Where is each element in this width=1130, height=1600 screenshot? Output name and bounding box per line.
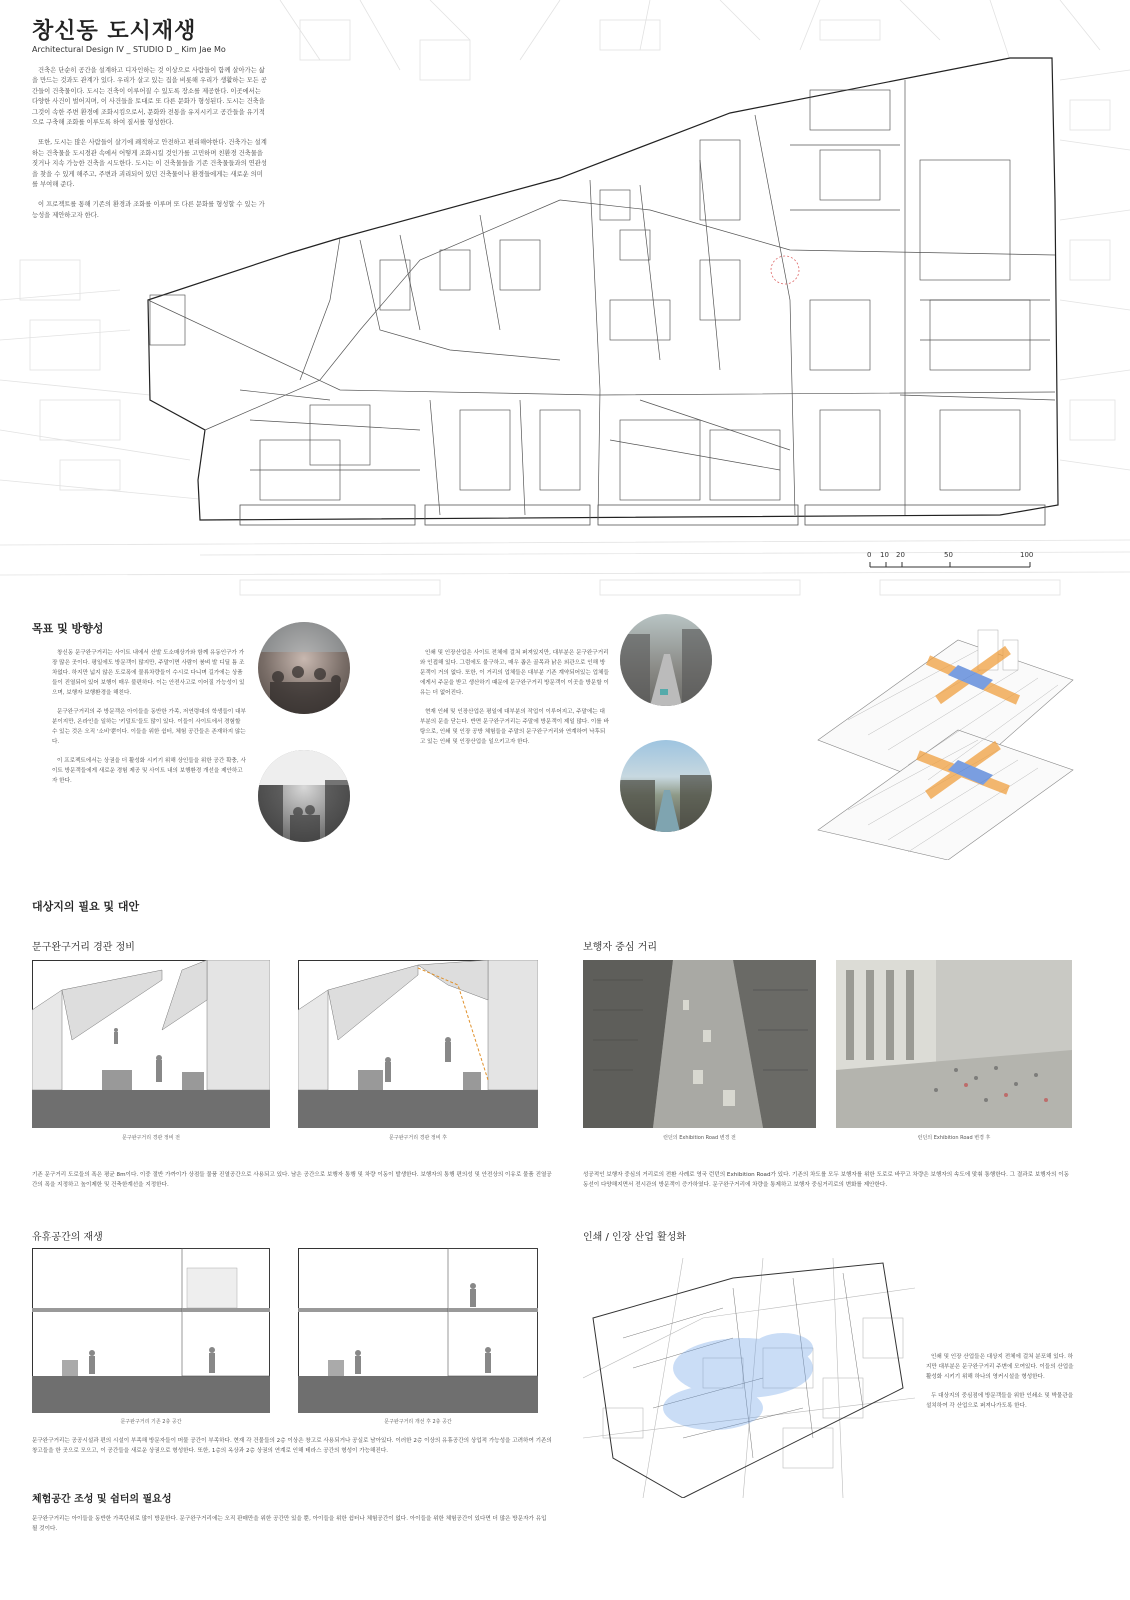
page-title: 창신동 도시재생 [32, 19, 197, 44]
idle-space-caption-before: 문구완구거리 기존 2층 공간 [120, 1419, 182, 1425]
printing-industry-map [583, 1258, 915, 1498]
market-photo-2 [258, 750, 350, 842]
streetscape-text: 기존 문구거리 도로들의 폭은 평균 8m이다. 이중 절반 가까이가 상점들 물품 진열공간으로 사용되고 있다. 남은 공간으로 보행자 통행 및 차량 이동이 발생한다. 보행자의 통행 편의성 및 안전상의 이유로 물품 진열공간의 폭을 지정하고 높이제한 및 건축한계선을 지정한다. [32, 1172, 552, 1188]
idle-space-after-section [298, 1248, 538, 1413]
intro-paragraph: 이 프로젝트를 통해 기존의 환경과 조화를 이루며 또 다른 문화를 형성할 수 있는 가능성을 제안하고자 한다. [32, 201, 265, 219]
alley-photo-2 [620, 740, 712, 832]
market-photo-1 [258, 622, 350, 714]
scale-label: 100 [1020, 551, 1034, 559]
printing-paragraph: 두 대상지의 중심점에 방문객들을 위한 인쇄소 및 박물관을 설치하여 각 산업으로 퍼져나가도록 한다. [926, 1393, 1074, 1409]
streetscape-title: 문구완구거리 경관 정비 [32, 942, 135, 953]
goals-paragraph: 현재 인쇄 및 인장산업은 평일에 대부분의 작업이 이루어지고, 주말에는 대부분의 문을 닫는다. 반면 문구완구거리는 주말에 방문객이 제일 많다. 이를 바탕으로, 인쇄 및 인장 공방 체험들을 주말의 문구완구거리와 연계하여 낙후되고 있는 인쇄 및 인장산업을 일으키고자 한다. [420, 709, 609, 745]
streetscape-after-section [298, 960, 538, 1128]
goals-paragraph: 문구완구거리의 주 방문객은 아이들을 동반한 가족, 저연령대의 학생들이 대부분이지만, 온라인을 일하는 '키덜트'들도 많이 있다. 이들이 사이트에서 경험할 수 있는 것은 오직 '소비'뿐이다. 이들을 위한 쉼터, 체험 공간들은 존재하지 않는다. [52, 709, 246, 745]
scale-label: 0 [867, 551, 872, 559]
intro-paragraph: 또한, 도시는 많은 사람들이 살기에 쾌적하고 안전하고 편리해야한다. 건축가는 설계하는 건축물을 도시경관 속에서 어떻게 조화시킬 것인가를 고민하며 친환경 건축물을 짓거나 지속 가능한 건축을 시도한다. 도시는 이 건축물들을 기존 건축물들과의 연관성을 찾을 수 있게 해주고, 주변과 괴리되어 있던 건축물이나 환경들에게는 새로운 의미를 부여해 준다. [32, 139, 267, 189]
experience-text: 문구완구거리는 아이들을 동반한 가족단위로 많이 방문한다. 문구완구거리에는 오직 판매만을 위한 공간만 있을 뿐, 아이들을 위한 쉼터나 체험공간이 없다. 아이들을 위한 체험공간이 있다면 더 많은 방문자가 유입 될 것이다. [32, 1516, 547, 1532]
scale-label: 50 [944, 551, 953, 559]
idle-space-title: 유휴공간의 재생 [32, 1232, 103, 1243]
idle-space-text: 문구완구거리는 공공시설과 편의 시설이 부족해 방문자들이 머물 공간이 부족하다. 현재 각 건물들의 2층 이상은 창고로 사용되거나 공실로 남아있다. 이러한 2층 이상의 유휴공간의 상업적 가능성을 고려하여 기존의 창고들을 한 곳으로 모으고, 이 공간들을 새로운 상권으로 형성한다. 또한, 1층의 옥상과 2층 상권의 연계로 인해 테라스 공간의 형성이 가능해진다. [32, 1438, 552, 1454]
goals-heading: 목표 및 방향성 [32, 622, 104, 635]
pedestrian-text: 성공적인 보행자 중심의 거리로의 전환 사례로 영국 런던의 Exhibition Road가 있다. 기존의 차도를 모두 보행자를 위한 도로로 바꾸고 차량은 보행자의 속도에 맞춰 통행한다. 그 결과로 보행자의 이동동선이 다양해지면서 전시관의 방문객이 증가하였다. 문구완구거리에 차량을 통제하고 보행자 중심거리로의 변화를 제안한다. [583, 1172, 1070, 1188]
goals-paragraph: 인쇄 및 인장산업은 사이트 전체에 걸쳐 퍼져있지만, 대부분은 문구완구거리와 인접해 있다. 그럼에도 불구하고, 매우 좁은 골목과 낡은 외관으로 인해 방문객이 거의 없다. 또한, 이 거리의 업체들은 대부분 기존 계약되어있는 업체들에게서 주문을 받고 생산하기 때문에 문구완구거리 방문객이 이곳을 방문할 이유는 더 없어진다. [420, 650, 609, 696]
goals-left-text [52, 648, 247, 795]
exhibition-road-before-photo [583, 960, 816, 1128]
printing-industry-title: 인쇄 / 인장 산업 활성화 [583, 1232, 687, 1243]
printing-industry-text [926, 1352, 1076, 1420]
alley-photo-1 [620, 614, 712, 706]
goals-right-text [420, 648, 610, 756]
printing-paragraph: 인쇄 및 인장 산업들은 대상지 전체에 걸쳐 분포해 있다. 하지만 대부분은 문구완구거리 주변에 모여있다. 이들의 산업을 활성화 시키기 위해 하나의 영커시설을 형성한다. [926, 1354, 1074, 1380]
pedestrian-caption-before: 런던의 Exhibition Road 변경 전 [663, 1135, 736, 1141]
exhibition-road-after-photo [836, 960, 1072, 1128]
pedestrian-title: 보행자 중심 거리 [583, 942, 657, 953]
goals-paragraph: 이 프로젝트에서는 상권을 더 활성화 시키기 위해 상인들을 위한 공간 확충, 사이트 방문객들에게 새로운 경험 제공 및 사이트 내의 보행환경 개선을 제안하고자 한다. [52, 758, 246, 784]
needs-heading: 대상지의 필요 및 대안 [32, 900, 140, 913]
axonometric-diagram [808, 620, 1076, 860]
scale-bar [870, 562, 1030, 567]
site-plan-map [0, 0, 1130, 600]
page-subtitle: Architectural Design IV _ STUDIO D _ Kim Jae Mo [32, 45, 226, 54]
streetscape-before-section [32, 960, 270, 1128]
scale-label: 20 [896, 551, 905, 559]
idle-space-caption-after: 문구완구거리 개선 후 2층 공간 [384, 1419, 452, 1425]
intro-paragraph: 건축은 단순히 공간을 설계하고 디자인하는 것 이상으로 사람들이 함께 살아가는 삶을 만드는 것과도 관계가 있다. 우리가 살고 있는 집을 비롯해 우리가 생활하는 모든 공간들이 건축물이다. 도시는 건축이 이루어질 수 있도록 장소를 제공한다. 이곳에서는 다양한 사건이 벌어지며, 이 사건들을 토대로 또 다른 문화가 형성된다. 도시는 건축을 그것이 속한 주변 환경에 조화시킴으로서, 문화와 전통을 유지시키고 공간들을 유기적으로 구축해 조화를 이루도록 하여 질서를 형성한다. [32, 67, 267, 127]
pedestrian-caption-after: 런던의 Exhibition Road 변경 후 [917, 1135, 991, 1141]
experience-title: 체험공간 조성 및 쉼터의 필요성 [32, 1494, 172, 1505]
idle-space-before-section [32, 1248, 270, 1413]
goals-paragraph: 창신동 문구완구거리는 사이트 내에서 산발 도소매상가와 함께 유동인구가 가장 많은 곳이다. 평일에도 방문객이 많지만, 주말이면 사람이 붐벼 발 디딜 틈 조차없다. 하지만 넓지 않은 도로폭에 물류차량들이 수시로 다니며 길가에는 상품들이 진열되어 있어 보행이 매우 불편하다. 이는 안전사고로 이어질 가능성이 있으며, 보행자 보행환경을 해친다. [52, 650, 245, 696]
streetscape-caption-before: 문구완구거리 경관 정비 전 [122, 1135, 180, 1141]
streetscape-caption-after: 문구완구거리 경관 정비 후 [389, 1135, 447, 1141]
scale-label: 10 [880, 551, 889, 559]
